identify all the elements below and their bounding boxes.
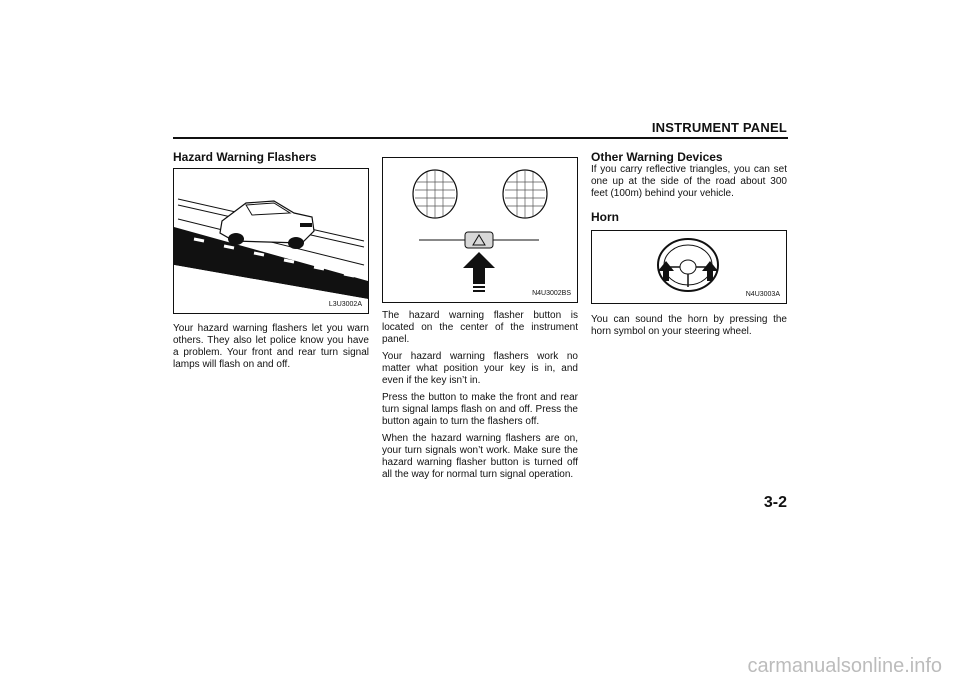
paragraph: Your hazard warning flashers let you warn others. They also let police know you have a problem. Your front and rear turn signal lamps will flash on and off. xyxy=(173,323,369,370)
paragraph: Your hazard warning flashers work no matter what position your key is in, and even if the key isn’t in. xyxy=(382,351,578,386)
figure-code: N4U3002BS xyxy=(532,290,571,297)
column-3 xyxy=(591,150,787,343)
figure-hazard-button xyxy=(382,157,578,303)
section-heading-other-warning: Other Warning Devices xyxy=(591,150,723,164)
paragraph: The hazard warning flasher button is located on the center of the instrument panel. xyxy=(382,310,578,345)
watermark[interactable]: carmanualsonline.info xyxy=(0,654,960,678)
figure-horn xyxy=(591,230,787,304)
header-rule xyxy=(173,137,788,139)
paragraph: You can sound the horn by pressing the horn symbol on your steering wheel. xyxy=(591,314,787,337)
column-2 xyxy=(382,157,578,486)
column-1 xyxy=(173,150,369,376)
figure-code: N4U3003A xyxy=(745,291,780,298)
figure-hazard-car xyxy=(173,168,369,314)
figure-code: L3U3002A xyxy=(328,301,362,308)
car-illustration xyxy=(174,169,368,313)
page-number: 3-2 xyxy=(763,494,787,511)
paragraph: If you carry reflective triangles, you can set one up at the side of the road about 300 feet (100m) behind your vehicle. xyxy=(591,164,787,199)
hazard-button-illustration xyxy=(383,158,577,302)
section-heading-hazard: Hazard Warning Flashers xyxy=(173,150,317,164)
running-header: INSTRUMENT PANEL xyxy=(651,120,787,135)
paragraph: When the hazard warning flashers are on, your turn signals won’t work. Make sure the hazard warning flasher button is turned off all the way for normal turn signal operation. xyxy=(382,433,578,480)
section-heading-horn: Horn xyxy=(591,210,619,224)
paragraph: Press the button to make the front and rear turn signal lamps flash on and off. Press the button again to turn the flashers off. xyxy=(382,392,578,427)
